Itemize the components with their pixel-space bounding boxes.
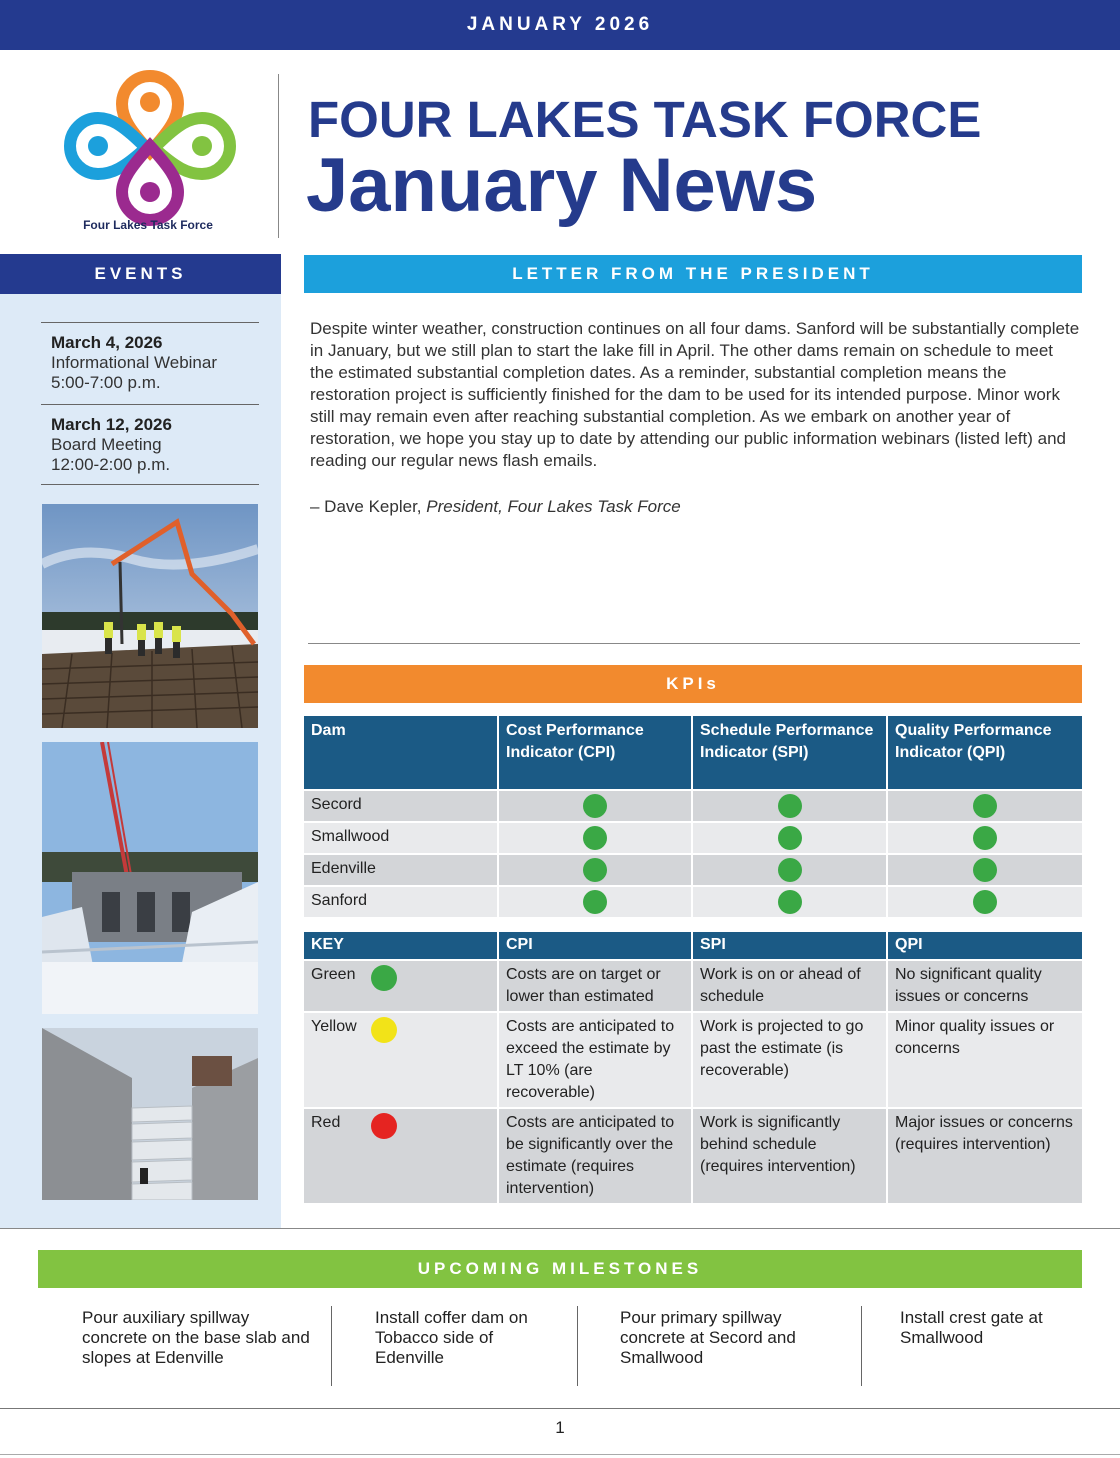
page-bottom-line	[0, 1454, 1120, 1455]
status-green-icon	[371, 965, 397, 991]
kpi-cpi-cell	[498, 854, 692, 886]
kpi-col-header: Cost Performance Indicator (CPI)	[498, 716, 692, 790]
key-cpi-description: Costs are on target or lower than estimated	[498, 960, 692, 1012]
construction-photo-dam-crane	[42, 742, 258, 1014]
kpi-dam-name: Edenville	[304, 854, 498, 886]
kpi-row	[304, 822, 1082, 854]
event-date: March 12, 2026	[51, 415, 172, 434]
month-banner: JANUARY 2026	[0, 0, 1120, 50]
key-col-header: CPI	[498, 932, 692, 960]
status-green-icon	[583, 826, 607, 850]
milestone-divider	[577, 1306, 578, 1386]
status-red-icon	[371, 1113, 397, 1139]
org-title: FOUR LAKES TASK FORCE	[308, 91, 982, 148]
kpi-cpi-cell	[498, 886, 692, 917]
key-qpi-description: No significant quality issues or concerns	[887, 960, 1082, 1012]
event-name: Board Meeting	[51, 435, 162, 454]
letter-heading: LETTER FROM THE PRESIDENT	[304, 255, 1082, 293]
milestone-divider	[861, 1306, 862, 1386]
milestone-divider	[331, 1306, 332, 1386]
page-footer-divider	[0, 1408, 1120, 1409]
events-heading: EVENTS	[0, 254, 281, 294]
key-spi-description: Work is on or ahead of schedule	[692, 960, 887, 1012]
key-row	[304, 960, 1082, 1012]
status-green-icon	[973, 826, 997, 850]
header-divider	[278, 74, 279, 238]
key-spi-description: Work is significantly behind schedule (requires intervention)	[692, 1108, 887, 1203]
page-number: 1	[555, 1418, 565, 1437]
status-green-icon	[973, 858, 997, 882]
logo-caption: Four Lakes Task Force	[83, 218, 213, 232]
event-name: Informational Webinar	[51, 353, 217, 372]
key-col-header: SPI	[692, 932, 887, 960]
section-divider	[308, 643, 1080, 644]
event-item	[41, 404, 259, 484]
kpi-spi-cell	[692, 822, 887, 854]
event-time: 5:00-7:00 p.m.	[51, 373, 161, 392]
letter-signoff	[310, 497, 681, 517]
kpi-spi-cell	[692, 790, 887, 822]
kpi-row	[304, 790, 1082, 822]
construction-photo-spillway-steps	[42, 1028, 258, 1200]
kpi-dam-name: Smallwood	[304, 822, 498, 854]
newsletter-title: January News	[306, 143, 818, 228]
kpi-qpi-cell	[887, 854, 1082, 886]
key-col-header: QPI	[887, 932, 1082, 960]
event-date: March 4, 2026	[51, 333, 163, 352]
kpi-qpi-cell	[887, 822, 1082, 854]
key-label-cell	[304, 1108, 498, 1203]
construction-photo-concrete-pour	[42, 504, 258, 728]
key-label-cell	[304, 1012, 498, 1108]
kpi-dam-name: Secord	[304, 790, 498, 822]
key-col-header: KEY	[304, 932, 498, 960]
key-cpi-description: Costs are anticipated to be significantly over the estimate (requires intervention)	[498, 1108, 692, 1203]
key-label: Red	[311, 1114, 341, 1131]
kpi-cpi-cell	[498, 790, 692, 822]
kpi-col-header: Quality Performance Indicator (QPI)	[887, 716, 1082, 790]
event-item	[41, 322, 259, 404]
signoff-title: President, Four Lakes Task Force	[426, 497, 681, 516]
status-yellow-icon	[371, 1017, 397, 1043]
kpi-cpi-cell	[498, 822, 692, 854]
kpi-row	[304, 854, 1082, 886]
key-row	[304, 1012, 1082, 1108]
key-spi-description: Work is projected to go past the estimate (is recoverable)	[692, 1012, 887, 1108]
status-green-icon	[778, 890, 802, 914]
status-green-icon	[778, 826, 802, 850]
milestone-item: Pour primary spillway concrete at Secord and Smallwood	[620, 1308, 796, 1367]
milestone-item: Install coffer dam on Tobacco side of Edenville	[375, 1308, 528, 1367]
status-green-icon	[778, 858, 802, 882]
footer-divider	[0, 1228, 1120, 1229]
kpi-spi-cell	[692, 854, 887, 886]
signoff-name: – Dave Kepler,	[310, 497, 427, 516]
event-time: 12:00-2:00 p.m.	[51, 455, 171, 474]
status-green-icon	[583, 890, 607, 914]
four-lakes-logo	[60, 70, 240, 240]
letter-body: Despite winter weather, construction continues on all four dams. Sanford will be substantially complete in January, but we still plan to start the lake fill in April. The other dams remain on schedule to meet the estimated substantial completion dates. As a reminder, substantial completion means the restoration project is sufficiently finished for the dam to be used for its intended purpose. Minor work still may remain even after reaching substantial completion. As we embark on another year of restoration, we hope you stay up to date by attending our public information webinars (listed left) and reading our regular news flash emails.	[310, 319, 1080, 470]
kpi-col-header: Dam	[304, 716, 498, 790]
kpis-heading: KPIs	[304, 665, 1082, 703]
milestones-heading: UPCOMING MILESTONES	[38, 1250, 1082, 1288]
status-green-icon	[778, 794, 802, 818]
events-divider	[41, 484, 259, 485]
key-label: Yellow	[311, 1018, 357, 1035]
kpi-qpi-cell	[887, 790, 1082, 822]
key-label: Green	[311, 966, 356, 983]
key-label-cell	[304, 960, 498, 1012]
status-green-icon	[973, 890, 997, 914]
kpi-col-header: Schedule Performance Indicator (SPI)	[692, 716, 887, 790]
status-green-icon	[583, 794, 607, 818]
kpi-dam-name: Sanford	[304, 886, 498, 917]
key-cpi-description: Costs are anticipated to exceed the estimate by LT 10% (are recoverable)	[498, 1012, 692, 1108]
kpi-row	[304, 886, 1082, 917]
status-green-icon	[583, 858, 607, 882]
status-green-icon	[973, 794, 997, 818]
key-qpi-description: Major issues or concerns (requires intervention)	[887, 1108, 1082, 1203]
key-qpi-description: Minor quality issues or concerns	[887, 1012, 1082, 1108]
kpi-table	[304, 716, 1082, 917]
key-row	[304, 1108, 1082, 1203]
key-table	[304, 932, 1082, 1203]
milestone-item: Install crest gate at Smallwood	[900, 1308, 1043, 1347]
kpi-spi-cell	[692, 886, 887, 917]
kpi-qpi-cell	[887, 886, 1082, 917]
milestone-item: Pour auxiliary spillway concrete on the base slab and slopes at Edenville	[82, 1308, 310, 1367]
